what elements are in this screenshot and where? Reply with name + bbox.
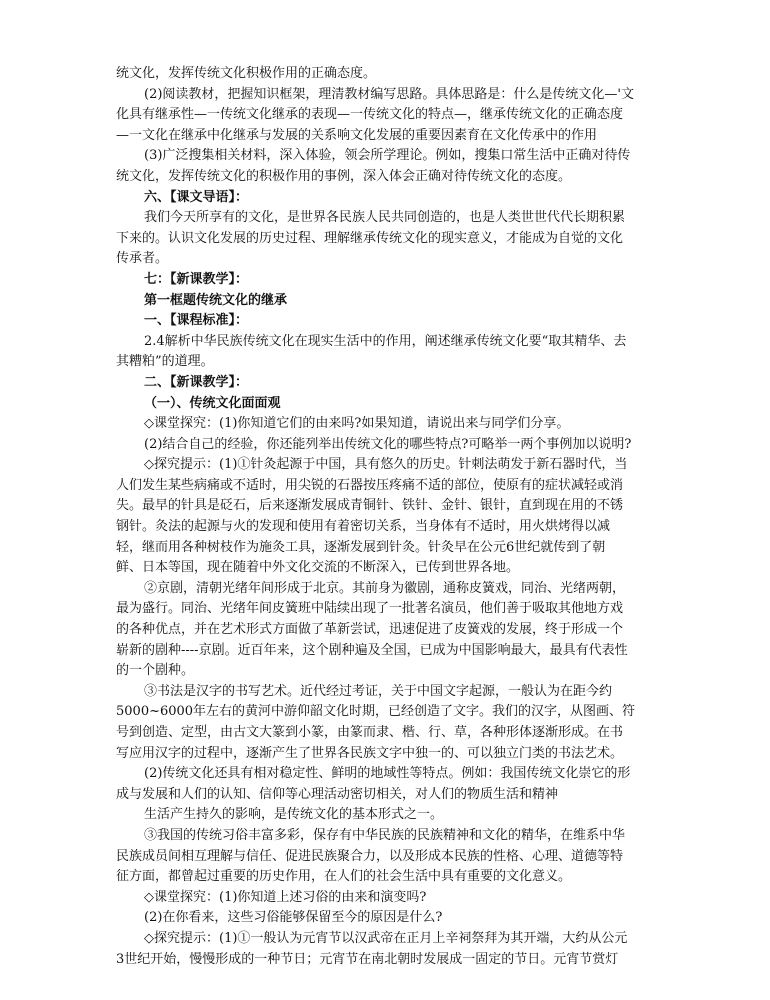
text-line: 最为盛行。同治、光绪年间皮簧班中陆续出现了一批著名演员，他们善于吸取其他地方戏 bbox=[116, 601, 624, 617]
text-line: 5000~6000年左右的黄河中游仰韶文化时期，已经创造了文字。我们的汉字，从图画、符 bbox=[116, 704, 636, 720]
text-line: 成与发展和人们的认知、信仰等心理活动密切相关，对人们的物质生活和精神 bbox=[116, 786, 559, 802]
text-line: 崭新的剧种----京剧。近百年来，这个剧种遍及全国，已成为中国影响最大，最具有代表性 bbox=[116, 642, 628, 658]
text-line: 轻，继而用各种树枝作为施灸工具，逐渐发展到针灸。针灸早在公元6世纪就传到了朝 bbox=[116, 539, 606, 555]
text-line: ◇课堂探究：(1)你知道上述习俗的由来和演变吗? bbox=[144, 889, 427, 905]
text-line: 传承者。 bbox=[116, 251, 169, 267]
text-line: (2)传统文化还具有相对稳定性、鲜明的地域性等特点。例如：我国传统文化崇它的形 bbox=[144, 766, 631, 782]
text-line: 的各种优点，并在艺术形式方面做了革新尝试，迅速促进了皮簧戏的发展，终于形成一个 bbox=[116, 622, 624, 638]
text-line: 我们今天所享有的文化，是世界各民族人民共同创造的，也是人类世世代代长期积累 bbox=[144, 210, 626, 226]
text-line: 鲜、日本等国，现在随着中外文化交流的不断深入，已传到世界各地。 bbox=[116, 560, 520, 576]
text-line: ◇探究提示：(1)①一般认为元宵节以汉武帝在正月上辛祠祭拜为其开端，大约从公元 bbox=[144, 930, 628, 946]
text-line: 其糟粕”的道理。 bbox=[116, 354, 214, 370]
text-line: 统文化，发挥传统文化的积极作用的事例，深入体会正确对待传统文化的态度。 bbox=[116, 168, 572, 184]
section-heading: 第一框题传统文化的继承 bbox=[144, 292, 288, 308]
text-line: ◇探究提示：(1)①针灸起源于中国，具有悠久的历史。针刺法萌发于新石器时代，当 bbox=[144, 457, 628, 473]
text-line: 写应用汉字的过程中，逐渐产生了世界各民族文字中独一的、可以独立门类的书法艺术。 bbox=[116, 745, 624, 761]
text-line: (2)阅读教材，把握知识框架，理清教材编写思路。具体思路是：什么是传统文化—'文 bbox=[144, 86, 634, 102]
text-line: 征方面，都曾起过重要的历史作用，在人们的社会生活中具有重要的文化意义。 bbox=[116, 869, 572, 885]
text-line: ③我国的传统习俗丰富多彩，保存有中华民族的民族精神和文化的精华，在维系中华 bbox=[144, 827, 626, 843]
section-heading: 七：【新课教学】： bbox=[144, 271, 249, 287]
text-line: (2)结合自己的经验，你还能列举出传统文化的哪些特点?可略举一两个事例加以说明? bbox=[144, 436, 632, 452]
text-line: 生活产生持久的影响，是传统文化的基本形式之一。 bbox=[144, 807, 444, 823]
text-line: 号到创造、定型，由古文大篆到小篆，由篆而隶、楷、行、草，各种形体逐渐形成。在书 bbox=[116, 725, 624, 740]
text-line: ◇课堂探究：(1)你知道它们的由来吗?如果知道，请说出来与同学们分享。 bbox=[144, 416, 570, 432]
text-line: 人们发生某些病痛或不适时，用尖锐的石器按压疼痛不适的部位，使原有的症状减轻或消 bbox=[116, 477, 624, 493]
text-line: 失。最早的针具是砭石，后来逐渐发展成青铜针、铁针、金针、银针，直到现在用的不锈 bbox=[116, 498, 624, 514]
text-line: 统文化，发挥传统文化积极作用的正确态度。 bbox=[116, 66, 377, 81]
text-line: ③书法是汉字的书写艺术。近代经过考证，关于中国文字起源，一般认为在距今约 bbox=[144, 683, 613, 699]
text-line: (2)在你看来，这些习俗能够保留至今的原因是什么? bbox=[144, 910, 443, 926]
section-heading: 一、【课程标准】： bbox=[144, 313, 249, 329]
text-line: 化具有继承性—一传统文化继承的表现—一传统文化的特点—，继承传统文化的正确态度 bbox=[116, 107, 624, 123]
text-line: ②京剧，清朝光绪年间形成于北京。其前身为徽剧，通称皮簧戏，同治、光绪两朝， bbox=[144, 580, 626, 596]
text-line: 钢针。灸法的起源与火的发现和使用有着密切关系，当身体有不适时，用火烘烤得以减 bbox=[116, 519, 611, 535]
text-line: 的一个剧种。 bbox=[116, 663, 195, 679]
section-heading: （一）、传统文化面面观 bbox=[144, 395, 281, 411]
section-heading: 六、【课文导语】： bbox=[144, 189, 249, 205]
text-line: (3)广泛搜集相关材料，深入体验，领会所学理论。例如，搜集口常生活中正确对待传 bbox=[144, 148, 631, 164]
section-heading: 二、【新课教学】： bbox=[144, 374, 249, 390]
document-body bbox=[116, 64, 652, 970]
text-line: 2.4解析中华民族传统文化在现实生活中的作用，阐述继承传统文化要“取其精华、去 bbox=[144, 333, 627, 349]
text-line: 下来的。认识文化发展的历史过程、理解继承传统文化的现实意义，才能成为自觉的文化 bbox=[116, 230, 624, 246]
text-line: —一文化在继承中化继承与发展的关系响文化发展的重要因素育在文化传承中的作用 bbox=[116, 127, 598, 143]
text-line: 民族成员间相互理解与信任、促进民族聚合力，以及形成本民族的性格、心理、道德等特 bbox=[116, 848, 624, 864]
text-line: 3世纪开始，慢慢形成的一种节日；元宵节在南北朝时发展成一固定的节日。元宵节赏灯 bbox=[116, 951, 619, 967]
